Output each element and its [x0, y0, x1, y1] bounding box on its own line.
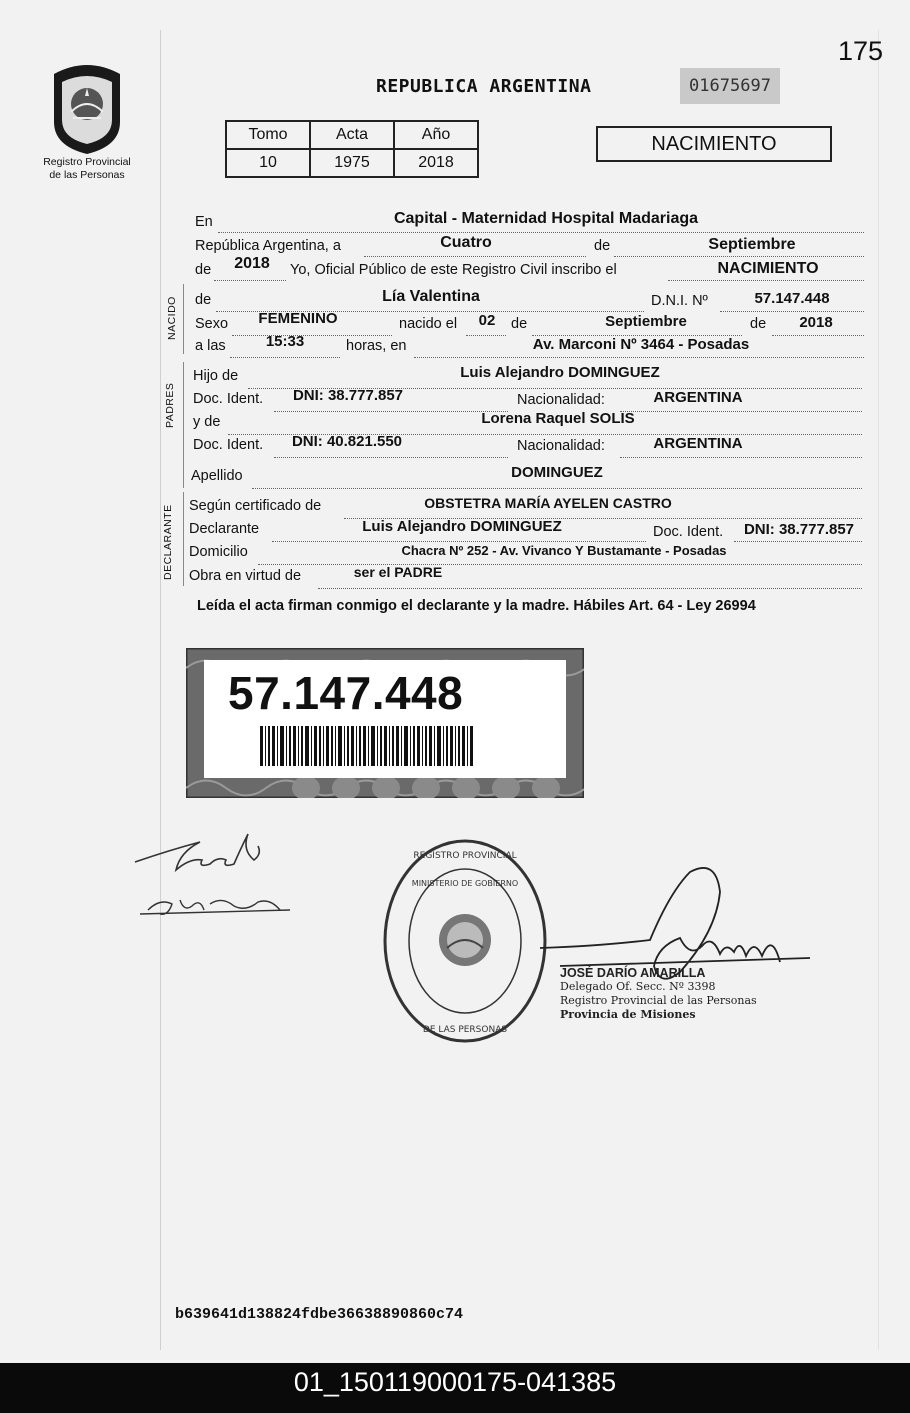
signatory-line3: Provincia de Misiones [560, 1008, 696, 1021]
label-doc-ident-madre: Doc. Ident. [193, 437, 264, 453]
signatory-line1: Delegado Of. Secc. Nº 3398 [560, 980, 716, 993]
document-hash: b639641d138824fdbe36638890860c74 [175, 1306, 464, 1323]
label-apellido: Apellido [191, 468, 243, 484]
label-hijo-de: Hijo de [193, 368, 239, 384]
value-madre-nac: ARGENTINA [653, 435, 743, 452]
label-en: En [195, 214, 213, 230]
label-segun: Según certificado de [189, 498, 322, 514]
value-nacido-dia: 02 [478, 312, 496, 329]
signatory-line2: Registro Provincial de las Personas [560, 994, 757, 1007]
label-horas-en: horas, en [346, 338, 407, 354]
svg-text:DE LAS PERSONAS: DE LAS PERSONAS [422, 1025, 508, 1035]
document-title: REPUBLICA ARGENTINA [376, 76, 592, 97]
registry-value-row [226, 149, 478, 177]
label-declarante: Declarante [189, 521, 260, 537]
value-certificado: OBSTETRA MARÍA AYELEN CASTRO [424, 495, 672, 511]
value-declarante-doc: DNI: 38.777.857 [743, 521, 855, 538]
label-doc-ident-padre: Doc. Ident. [193, 391, 264, 407]
side-rule-padres [183, 362, 184, 488]
svg-text:REGISTRO PROVINCIAL: REGISTRO PROVINCIAL [413, 851, 517, 861]
value-madre: Lorena Raquel SOLIS [481, 410, 635, 427]
side-rule-nacido [183, 284, 184, 354]
value-padre-doc: DNI: 38.777.857 [292, 387, 404, 404]
label-de-mes: de [594, 238, 611, 254]
registry-header-row [226, 121, 478, 149]
declarant-signature [130, 820, 310, 930]
registry-header-anio: Año [394, 121, 478, 149]
value-sexo: FEMENINO [258, 310, 338, 327]
value-obra: ser el PADRE [353, 564, 443, 580]
label-de-2: de [511, 316, 528, 332]
value-dni: 57.147.448 [754, 290, 830, 307]
barcode-number: 57.147.448 [228, 667, 464, 719]
value-dia: Cuatro [440, 234, 492, 251]
side-label-nacido: NACIDO [166, 296, 178, 340]
label-nacido-el: nacido el [399, 316, 458, 332]
registry-acta: 1975 [310, 149, 394, 177]
value-declarante: Luis Alejandro DOMINGUEZ [362, 518, 562, 535]
label-de-anio: de [195, 262, 212, 278]
serial-number: 01675697 [680, 68, 780, 104]
value-nacido-anio: 2018 [799, 314, 833, 331]
logo-caption-line1: Registro Provincial [43, 156, 131, 168]
label-de-nombre: de [195, 292, 212, 308]
label-nacionalidad-padre: Nacionalidad: [517, 392, 605, 408]
label-domicilio: Domicilio [189, 544, 248, 560]
label-sexo: Sexo [195, 316, 229, 332]
value-anio: 2018 [234, 255, 270, 272]
registry-tomo: 10 [226, 149, 310, 177]
value-direccion: Av. Marconi Nº 3464 - Posadas [532, 336, 750, 353]
document-type-box: NACIMIENTO [596, 126, 832, 162]
official-seal [380, 836, 550, 1046]
registry-header-acta: Acta [310, 121, 394, 149]
value-domicilio: Chacra Nº 252 - Av. Vivanco Y Bustamante - Posadas [401, 543, 727, 558]
closing-statement: Leída el acta firman conmigo el declarante y la madre. Hábiles Art. 64 - Ley 26994 [197, 598, 756, 614]
right-margin-rule [878, 30, 879, 1350]
logo-caption [28, 156, 146, 182]
registry-anio: 2018 [394, 149, 478, 177]
signatory-block [560, 966, 800, 1022]
value-hora: 15:33 [265, 333, 305, 350]
value-madre-doc: DNI: 40.821.550 [291, 433, 403, 450]
label-officer: Yo, Oficial Público de este Registro Civil inscribo el [290, 262, 617, 278]
registry-table [225, 120, 479, 178]
side-rule-declarante [183, 492, 184, 586]
signatory-name: JOSÉ DARÍO AMARILLA [560, 966, 706, 980]
label-nacionalidad-madre: Nacionalidad: [517, 438, 605, 454]
label-republica: República Argentina, a [195, 238, 341, 254]
logo-caption-line2: de las Personas [49, 169, 125, 181]
page-number: 175 [838, 36, 884, 66]
label-a-las: a las [195, 338, 226, 354]
value-padre-nac: ARGENTINA [653, 389, 743, 406]
label-de-3: de [750, 316, 767, 332]
registry-header-tomo: Tomo [226, 121, 310, 149]
label-y-de: y de [193, 414, 221, 430]
value-nacido-mes: Septiembre [605, 313, 687, 330]
footer-identifier: 01_150119000175-041385 [293, 1367, 617, 1397]
value-acto: NACIMIENTO [717, 260, 819, 277]
side-label-declarante: DECLARANTE [162, 504, 174, 580]
value-padre: Luis Alejandro DOMINGUEZ [460, 364, 660, 381]
label-obra: Obra en virtud de [189, 568, 302, 584]
label-doc-ident-declarante: Doc. Ident. [653, 524, 724, 540]
province-seal-logo [48, 60, 126, 156]
value-apellido: DOMINGUEZ [511, 464, 603, 481]
value-mes: Septiembre [708, 236, 796, 253]
value-lugar: Capital - Maternidad Hospital Madariaga [393, 210, 699, 227]
value-nombre: Lía Valentina [382, 288, 480, 305]
left-margin-rule [160, 30, 161, 1350]
label-dni: D.N.I. Nº [651, 293, 708, 309]
svg-text:MINISTERIO DE GOBIERNO: MINISTERIO DE GOBIERNO [411, 879, 519, 888]
side-label-padres: PADRES [164, 382, 176, 428]
